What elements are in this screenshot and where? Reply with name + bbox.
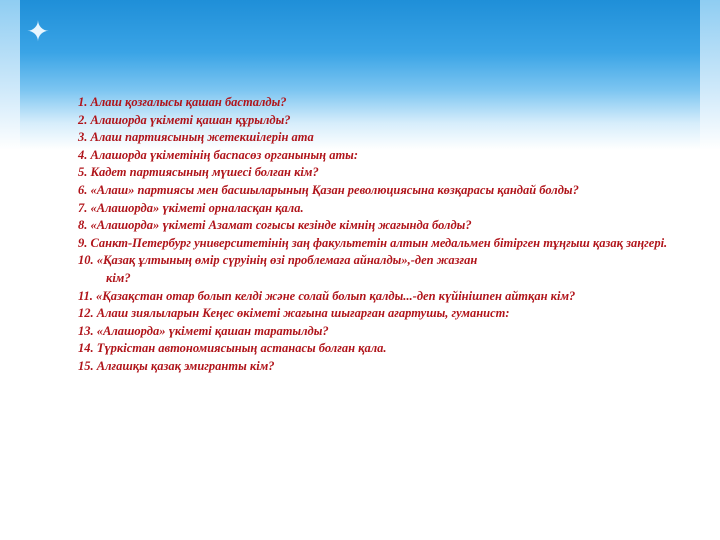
question-item: 3. Алаш партиясының жетекшілерін ата — [78, 130, 314, 145]
question-item: 4. Алашорда үкіметінің баспасөз органының аты: — [78, 147, 359, 162]
question-item: 2. Алашорда үкіметі қашан құрылды? — [78, 112, 291, 127]
question-item-continuation: кім? — [106, 270, 131, 285]
question-item: 5. Кадет партиясының мүшесі болған кім? — [78, 165, 319, 180]
sparkle-icon: ✦ — [26, 15, 50, 48]
question-item: 8. «Алашорда» үкіметі Азамат соғысы кезінде кімнің жағында болды? — [78, 218, 472, 233]
sky-edge-right — [700, 0, 720, 150]
question-item: 11. «Қазақстан отар болып келді және солай болып қалды...-деп күйінішпен айтқан кім? — [78, 288, 576, 303]
question-item: 6. «Алаш» партиясы мен басшыларының Қазан революциясына көзқарасы қандай болды? — [78, 182, 579, 197]
question-item: 10. «Қазақ ұлтының өмір сүруінің өзі проблемаға айналды»,-деп жазған — [78, 253, 478, 268]
question-list — [78, 94, 668, 376]
sky-edge-left — [0, 0, 20, 150]
question-item: 14. Түркістан автономиясының астанасы болған қала. — [78, 341, 387, 356]
question-item: 1. Алаш қозғалысы қашан басталды? — [78, 95, 287, 109]
question-item: 7. «Алашорда» үкіметі орналасқан қала. — [78, 200, 304, 215]
question-item: 15. Алғашқы қазақ эмигранты кім? — [78, 358, 275, 373]
question-item: 13. «Алашорда» үкіметі қашан таратылды? — [78, 323, 329, 338]
question-item: 12. Алаш зиялыларын Кеңес өкіметі жағына шығарған ағартушы, гуманист: — [78, 306, 510, 321]
question-item: 9. Санкт-Петербург университетінің заң факультетін алтын медальмен бітірген тұңғыш қазақ заңгері. — [78, 235, 668, 250]
